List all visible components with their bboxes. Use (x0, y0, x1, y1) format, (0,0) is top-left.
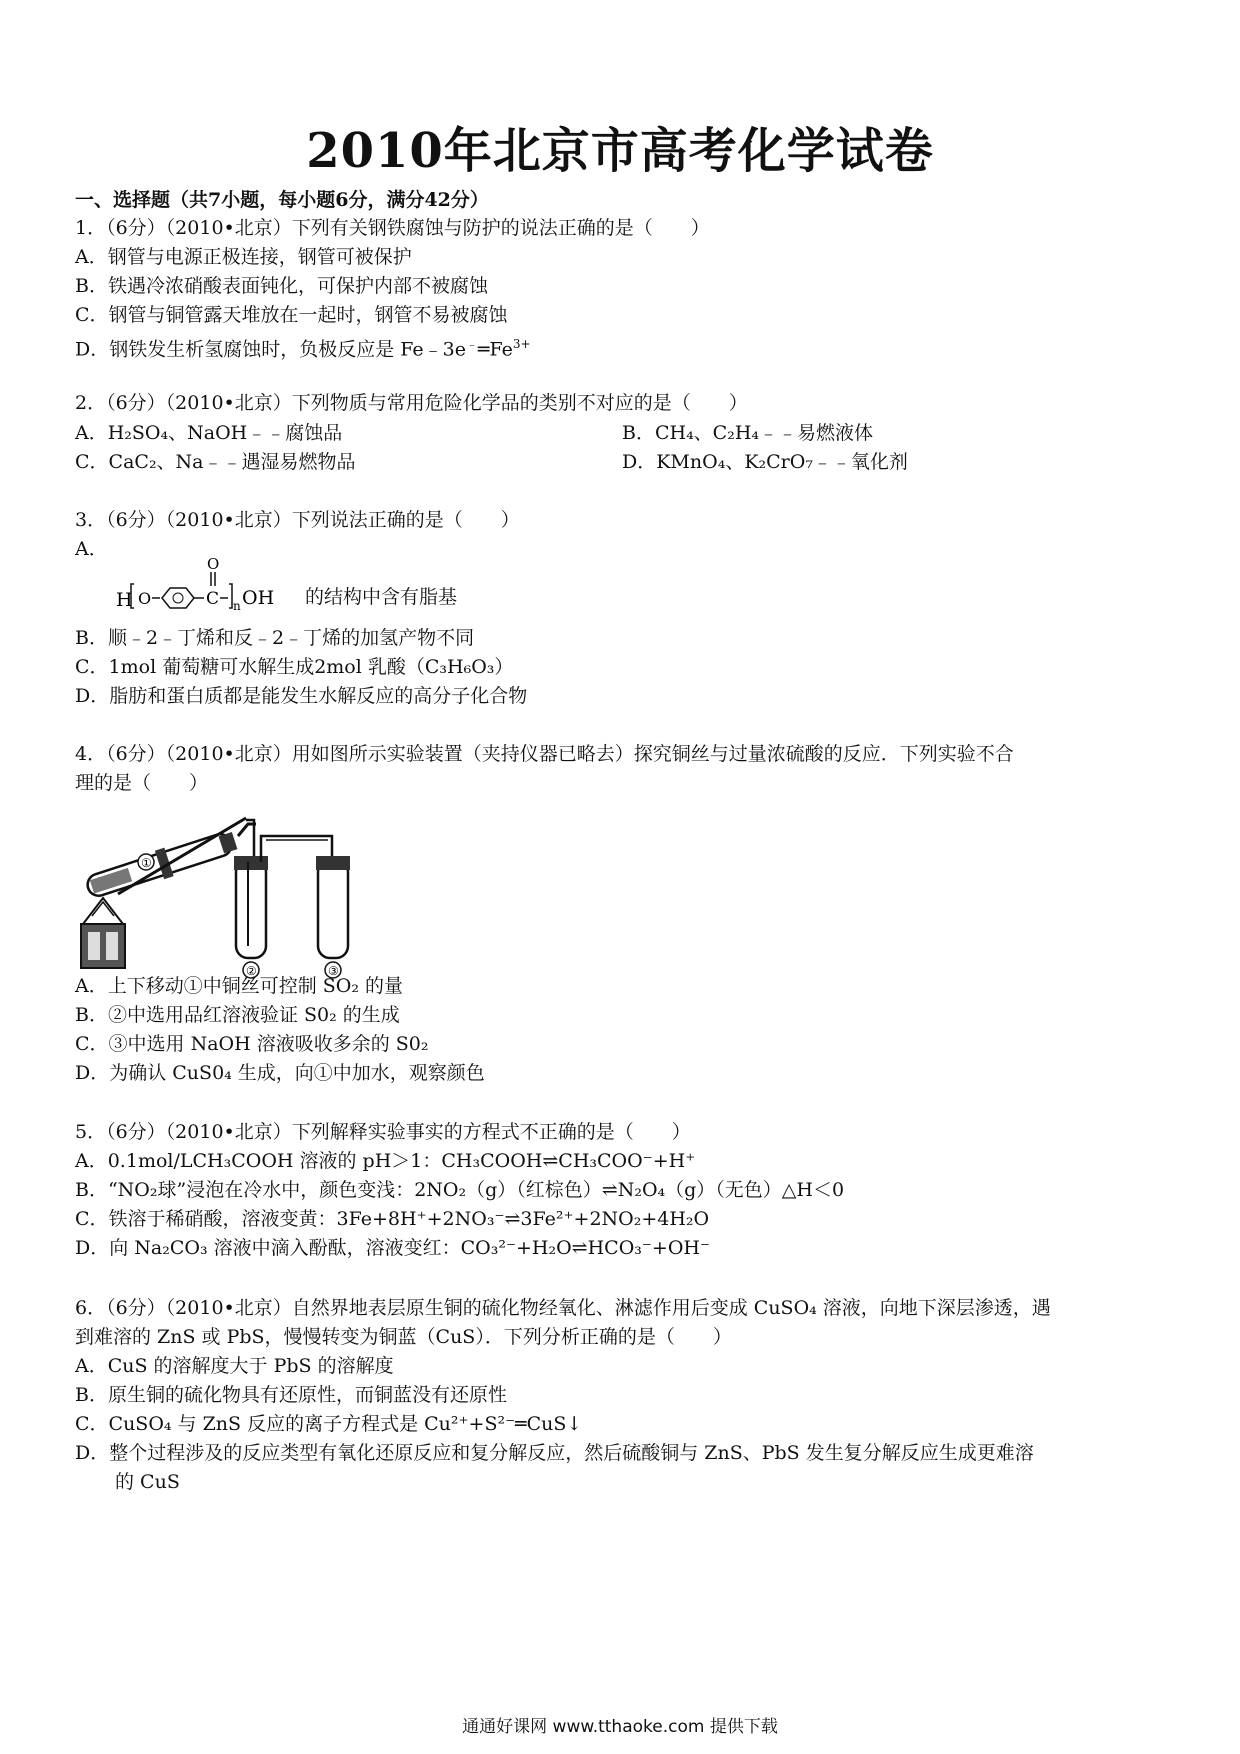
q6-option-c: C．CuSO₄ 与 ZnS 反应的离子方程式是 Cu²⁺+S²⁻═CuS↓ (75, 1413, 583, 1435)
tube-label-3: ③ (328, 964, 339, 978)
formula-n-text: n (233, 599, 241, 613)
q3-option-a-label: A． (75, 538, 108, 560)
q3-stem: 3．（6分）（2010•北京）下列说法正确的是（ ） (75, 509, 520, 531)
q3-option-c: C．1mol 葡萄糖可水解生成2mol 乳酸（C₃H₆O₃） (75, 656, 514, 678)
q6-option-b: B．原生铜的硫化物具有还原性，而铜蓝没有还原性 (75, 1384, 507, 1406)
q4-option-b: B．②中选用品红溶液验证 S0₂ 的生成 (75, 1004, 400, 1026)
q6-option-a: A．CuS 的溶解度大于 PbS 的溶解度 (75, 1355, 394, 1377)
tube-label-2: ② (246, 964, 257, 978)
q3-option-d: D．脂肪和蛋白质都是能发生水解反应的高分子化合物 (75, 685, 528, 707)
q5-stem: 5．（6分）（2010•北京）下列解释实验事实的方程式不正确的是（ ） (75, 1121, 691, 1143)
formula-oh-text: OH (242, 587, 275, 609)
q1-stem: 1．（6分）（2010•北京）下列有关钢铁腐蚀与防护的说法正确的是（ ） (75, 217, 710, 239)
section-heading: 一、选择题（共7小题，每小题6分，满分42分） (75, 189, 489, 211)
q5-option-b: B．“NO₂球”浸泡在冷水中，颜色变浅：2NO₂（g）（红棕色）⇌N₂O₄（g）（无色）△H＜0 (75, 1179, 845, 1201)
q5-option-d: D．向 Na₂CO₃ 溶液中滴入酚酞，溶液变红：CO₃²⁻+H₂O⇌HCO₃⁻+OH⁻ (75, 1237, 711, 1259)
tube-label-1: ① (141, 856, 152, 870)
q6-stem-line2: 到难溶的 ZnS 或 PbS，慢慢转变为铜蓝（CuS）．下列分析正确的是（ ） (75, 1326, 732, 1348)
q2-option-d: D．KMnO₄、K₂CrO₇﹣﹣氧化剂 (622, 451, 908, 473)
page-title: 2010年北京市高考化学试卷 (306, 123, 934, 179)
q3-option-a-text: 的结构中含有脂基 (305, 586, 458, 608)
q1-option-b: B．铁遇冷浓硝酸表面钝化，可保护内部不被腐蚀 (75, 275, 488, 297)
svg-text:C: C (206, 589, 220, 609)
q6-option-d-line2: 的 CuS (115, 1471, 180, 1493)
q2-option-a: A．H₂SO₄、NaOH﹣﹣腐蚀品 (75, 422, 343, 444)
q4-option-c: C．③中选用 NaOH 溶液吸收多余的 S0₂ (75, 1033, 429, 1055)
q2-option-c: C．CaC₂、Na﹣﹣遇湿易燃物品 (75, 451, 356, 473)
svg-text:O: O (207, 558, 220, 573)
q5-option-c: C．铁溶于稀硝酸，溶液变黄：3Fe+8H⁺+2NO₃⁻⇌3Fe²⁺+2NO₂+4H₂O (75, 1208, 710, 1230)
q3-option-b: B．顺﹣2﹣丁烯和反﹣2﹣丁烯的加氢产物不同 (75, 627, 475, 649)
page-footer: 通通好课网 www.tthaoke.com 提供下载 (462, 1717, 778, 1737)
q3-structural-formula (110, 558, 306, 614)
q4-option-a: A．上下移动①中铜丝可控制 SO₂ 的量 (75, 975, 404, 997)
q2-option-b: B．CH₄、C₂H₄﹣﹣易燃液体 (622, 422, 874, 444)
q1-option-a: A．钢管与电源正极连接，钢管可被保护 (75, 246, 412, 268)
q4-stem-line2: 理的是（ ） (75, 772, 209, 794)
q5-option-a: A．0.1mol/LCH₃COOH 溶液的 pH＞1：CH₃COOH⇌CH₃COO⁻+H⁺ (75, 1150, 696, 1172)
q6-stem-line1: 6．（6分）（2010•北京）自然界地表层原生铜的硫化物经氧化、淋滤作用后变成 CuSO₄ 溶液，向地下深层渗透，遇 (75, 1297, 1051, 1319)
formula-o-text: O (138, 589, 152, 608)
q6-option-d-line1: D．整个过程涉及的反应类型有氧化还原反应和复分解反应，然后硫酸铜与 ZnS、PbS 发生复分解反应生成更难溶 (75, 1442, 1034, 1464)
q4-apparatus-diagram (78, 806, 418, 980)
q1-option-c: C．钢管与铜管露天堆放在一起时，钢管不易被腐蚀 (75, 304, 508, 326)
q1-option-d: D．钢铁发生析氢腐蚀时，负极反应是 $Fe﹣3e^﹣═Fe^{3+}$ (75, 337, 531, 361)
formula-h-text: H (116, 589, 133, 611)
q2-stem: 2．（6分）（2010•北京）下列物质与常用危险化学品的类别不对应的是（ ） (75, 392, 748, 414)
q4-option-d: D．为确认 CuS0₄ 生成，向①中加水，观察颜色 (75, 1062, 485, 1084)
q4-stem-line1: 4．（6分）（2010•北京）用如图所示实验装置（夹持仪器已略去）探究铜丝与过量浓硫酸的反应．下列实验不合 (75, 743, 1014, 765)
